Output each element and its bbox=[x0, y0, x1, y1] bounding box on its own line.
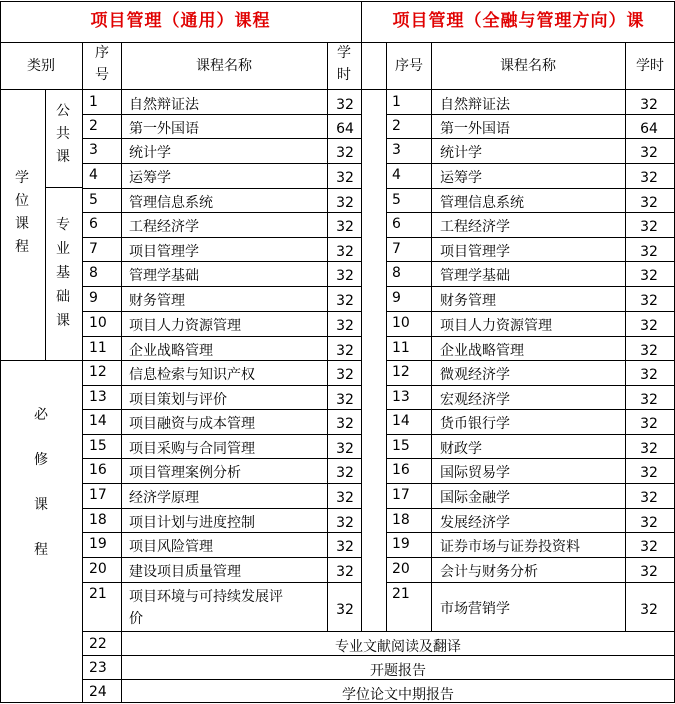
group-char: 修 bbox=[34, 452, 48, 468]
row-number: 7 bbox=[89, 241, 98, 257]
group-professional-basic bbox=[55, 218, 71, 338]
group-public-courses bbox=[55, 104, 71, 173]
course-name: 企业战略管理 bbox=[129, 343, 213, 359]
right-course-hours: 32 bbox=[640, 441, 658, 457]
right-row-number: 13 bbox=[392, 389, 410, 405]
course-hours: 32 bbox=[336, 465, 354, 481]
course-hours: 64 bbox=[336, 121, 354, 137]
group-degree-courses bbox=[14, 171, 30, 263]
right-table-title: 项目管理（全融与管理方向）课 bbox=[392, 11, 645, 31]
right-course-hours: 32 bbox=[640, 195, 658, 211]
right-row-number: 19 bbox=[392, 536, 410, 552]
right-course-name: 企业战略管理 bbox=[440, 343, 524, 359]
row-number: 22 bbox=[89, 636, 107, 652]
course-name: 经济学原理 bbox=[129, 490, 199, 506]
row-number: 13 bbox=[89, 389, 107, 405]
course-hours: 32 bbox=[336, 441, 354, 457]
group-char: 必 bbox=[34, 407, 48, 423]
group-char: 基 bbox=[56, 265, 70, 281]
right-course-hours: 32 bbox=[640, 145, 658, 161]
header-category: 类别 bbox=[27, 58, 55, 74]
right-course-name: 统计学 bbox=[440, 145, 482, 161]
course-name: 项目管理案例分析 bbox=[129, 465, 241, 481]
row-number: 18 bbox=[89, 512, 107, 528]
header-hours-bottom: 时 bbox=[337, 67, 351, 83]
right-course-name: 市场营销学 bbox=[440, 601, 510, 617]
right-header-course-name: 课程名称 bbox=[500, 58, 556, 74]
course-name: 项目策划与评价 bbox=[129, 392, 227, 408]
right-course-hours: 32 bbox=[640, 490, 658, 506]
course-name: 工程经济学 bbox=[129, 219, 199, 235]
right-course-hours: 32 bbox=[640, 97, 658, 113]
row-number: 9 bbox=[89, 290, 98, 306]
group-char: 础 bbox=[56, 289, 70, 305]
right-course-hours: 32 bbox=[640, 219, 658, 235]
right-course-hours: 32 bbox=[640, 465, 658, 481]
right-row-number: 10 bbox=[392, 315, 410, 331]
header-course-name: 课程名称 bbox=[196, 58, 252, 74]
group-char: 业 bbox=[56, 241, 70, 257]
right-course-name: 运筹学 bbox=[440, 170, 482, 186]
course-name: 项目环境与可持续发展评 bbox=[129, 589, 283, 605]
group-char: 课 bbox=[34, 497, 48, 513]
right-row-number: 21 bbox=[392, 586, 410, 602]
right-course-name: 微观经济学 bbox=[440, 367, 510, 383]
group-required-courses bbox=[33, 408, 49, 588]
row-number: 12 bbox=[89, 364, 107, 380]
course-name: 项目人力资源管理 bbox=[129, 318, 241, 334]
row-number: 3 bbox=[89, 142, 98, 158]
right-row-number: 6 bbox=[392, 216, 401, 232]
right-row-number: 8 bbox=[392, 265, 401, 281]
right-course-hours: 32 bbox=[640, 564, 658, 580]
course-name: 财务管理 bbox=[129, 293, 185, 309]
row-number: 23 bbox=[89, 660, 107, 676]
course-hours: 32 bbox=[336, 515, 354, 531]
course-hours: 32 bbox=[336, 170, 354, 186]
right-row-number: 17 bbox=[392, 487, 410, 503]
course-hours: 32 bbox=[336, 293, 354, 309]
right-header-hours: 学时 bbox=[636, 58, 664, 74]
course-hours: 32 bbox=[336, 490, 354, 506]
course-name: 项目风险管理 bbox=[129, 539, 213, 555]
right-course-hours: 32 bbox=[640, 515, 658, 531]
left-table-title: 项目管理（通用）课程 bbox=[90, 11, 271, 31]
right-course-hours: 32 bbox=[640, 539, 658, 555]
right-row-number: 14 bbox=[392, 413, 410, 429]
row-number: 17 bbox=[89, 487, 107, 503]
header-seq-top: 序 bbox=[95, 45, 109, 61]
course-hours: 32 bbox=[336, 195, 354, 211]
course-name: 项目采购与合同管理 bbox=[129, 441, 255, 457]
course-name: 管理信息系统 bbox=[129, 195, 213, 211]
course-name: 建设项目质量管理 bbox=[129, 564, 241, 580]
course-name: 自然辩证法 bbox=[129, 97, 199, 113]
row-number: 24 bbox=[89, 684, 107, 700]
row-number: 19 bbox=[89, 536, 107, 552]
right-row-number: 12 bbox=[392, 364, 410, 380]
right-course-name: 第一外国语 bbox=[440, 121, 510, 137]
row-number: 16 bbox=[89, 462, 107, 478]
row-number: 10 bbox=[89, 315, 107, 331]
course-hours: 32 bbox=[336, 219, 354, 235]
right-course-hours: 32 bbox=[640, 318, 658, 334]
right-row-number: 18 bbox=[392, 512, 410, 528]
right-course-hours: 32 bbox=[640, 416, 658, 432]
right-course-name: 项目管理学 bbox=[440, 244, 510, 260]
group-char: 公 bbox=[56, 103, 70, 119]
row-number: 5 bbox=[89, 192, 98, 208]
right-course-name: 自然辩证法 bbox=[440, 97, 510, 113]
right-row-number: 7 bbox=[392, 241, 401, 257]
right-course-hours: 64 bbox=[640, 121, 658, 137]
row-number: 20 bbox=[89, 561, 107, 577]
spanning-course-name: 开题报告 bbox=[370, 663, 426, 679]
group-char: 课 bbox=[56, 149, 70, 165]
right-course-name: 证券市场与证券投资料 bbox=[440, 539, 580, 555]
right-header-seq: 序号 bbox=[395, 58, 423, 74]
spanning-course-name: 学位论文中期报告 bbox=[342, 687, 454, 703]
right-course-name: 国际金融学 bbox=[440, 490, 510, 506]
course-name: 运筹学 bbox=[129, 170, 171, 186]
group-char: 专 bbox=[56, 217, 70, 233]
right-course-name: 管理信息系统 bbox=[440, 195, 524, 211]
right-course-name: 宏观经济学 bbox=[440, 392, 510, 408]
course-name: 统计学 bbox=[129, 145, 171, 161]
course-hours: 32 bbox=[336, 539, 354, 555]
row-number: 21 bbox=[89, 586, 107, 602]
right-course-name: 财政学 bbox=[440, 441, 482, 457]
right-row-number: 2 bbox=[392, 118, 401, 134]
right-course-name: 货币银行学 bbox=[440, 416, 510, 432]
group-char: 学 bbox=[15, 170, 29, 186]
right-course-hours: 32 bbox=[640, 367, 658, 383]
group-char: 程 bbox=[15, 239, 29, 255]
right-row-number: 15 bbox=[392, 438, 410, 454]
course-hours: 32 bbox=[336, 392, 354, 408]
right-row-number: 1 bbox=[392, 94, 401, 110]
course-hours: 32 bbox=[336, 244, 354, 260]
right-row-number: 11 bbox=[392, 340, 410, 356]
right-course-hours: 32 bbox=[640, 170, 658, 186]
right-course-name: 财务管理 bbox=[440, 293, 496, 309]
course-hours: 32 bbox=[336, 97, 354, 113]
course-hours: 32 bbox=[336, 268, 354, 284]
course-hours: 32 bbox=[336, 416, 354, 432]
right-row-number: 4 bbox=[392, 167, 401, 183]
right-row-number: 5 bbox=[392, 192, 401, 208]
course-hours: 32 bbox=[336, 564, 354, 580]
right-row-number: 3 bbox=[392, 142, 401, 158]
group-char: 课 bbox=[56, 313, 70, 329]
right-course-hours: 32 bbox=[640, 268, 658, 284]
right-course-hours: 32 bbox=[640, 293, 658, 309]
right-course-name: 工程经济学 bbox=[440, 219, 510, 235]
right-course-name: 国际贸易学 bbox=[440, 465, 510, 481]
right-course-hours: 32 bbox=[640, 343, 658, 359]
right-course-name: 会计与财务分析 bbox=[440, 564, 538, 580]
right-course-hours: 32 bbox=[640, 244, 658, 260]
group-char: 位 bbox=[15, 193, 29, 209]
spanning-course-name: 专业文献阅读及翻译 bbox=[335, 639, 461, 655]
right-course-name: 管理学基础 bbox=[440, 268, 510, 284]
row-number: 15 bbox=[89, 438, 107, 454]
course-name-continued: 价 bbox=[129, 611, 143, 627]
course-hours: 32 bbox=[336, 343, 354, 359]
course-name: 项目管理学 bbox=[129, 244, 199, 260]
row-number: 6 bbox=[89, 216, 98, 232]
row-number: 1 bbox=[89, 94, 98, 110]
group-char: 课 bbox=[15, 216, 29, 232]
right-row-number: 9 bbox=[392, 290, 401, 306]
right-course-name: 项目人力资源管理 bbox=[440, 318, 552, 334]
row-number: 4 bbox=[89, 167, 98, 183]
group-char: 共 bbox=[56, 126, 70, 142]
right-course-hours: 32 bbox=[640, 602, 658, 618]
row-number: 11 bbox=[89, 340, 107, 356]
right-row-number: 16 bbox=[392, 462, 410, 478]
course-hours: 32 bbox=[336, 145, 354, 161]
header-seq-bottom: 号 bbox=[95, 67, 109, 83]
right-row-number: 20 bbox=[392, 561, 410, 577]
row-number: 8 bbox=[89, 265, 98, 281]
course-name: 信息检索与知识产权 bbox=[129, 367, 255, 383]
course-name: 管理学基础 bbox=[129, 268, 199, 284]
right-course-hours: 32 bbox=[640, 392, 658, 408]
course-name: 第一外国语 bbox=[129, 121, 199, 137]
group-char: 程 bbox=[34, 542, 48, 558]
row-number: 2 bbox=[89, 118, 98, 134]
header-hours-top: 学 bbox=[337, 45, 351, 61]
course-hours: 32 bbox=[336, 318, 354, 334]
course-name: 项目融资与成本管理 bbox=[129, 416, 255, 432]
right-course-name: 发展经济学 bbox=[440, 515, 510, 531]
course-hours: 32 bbox=[336, 367, 354, 383]
row-number: 14 bbox=[89, 413, 107, 429]
course-name: 项目计划与进度控制 bbox=[129, 515, 255, 531]
course-hours: 32 bbox=[336, 602, 354, 618]
